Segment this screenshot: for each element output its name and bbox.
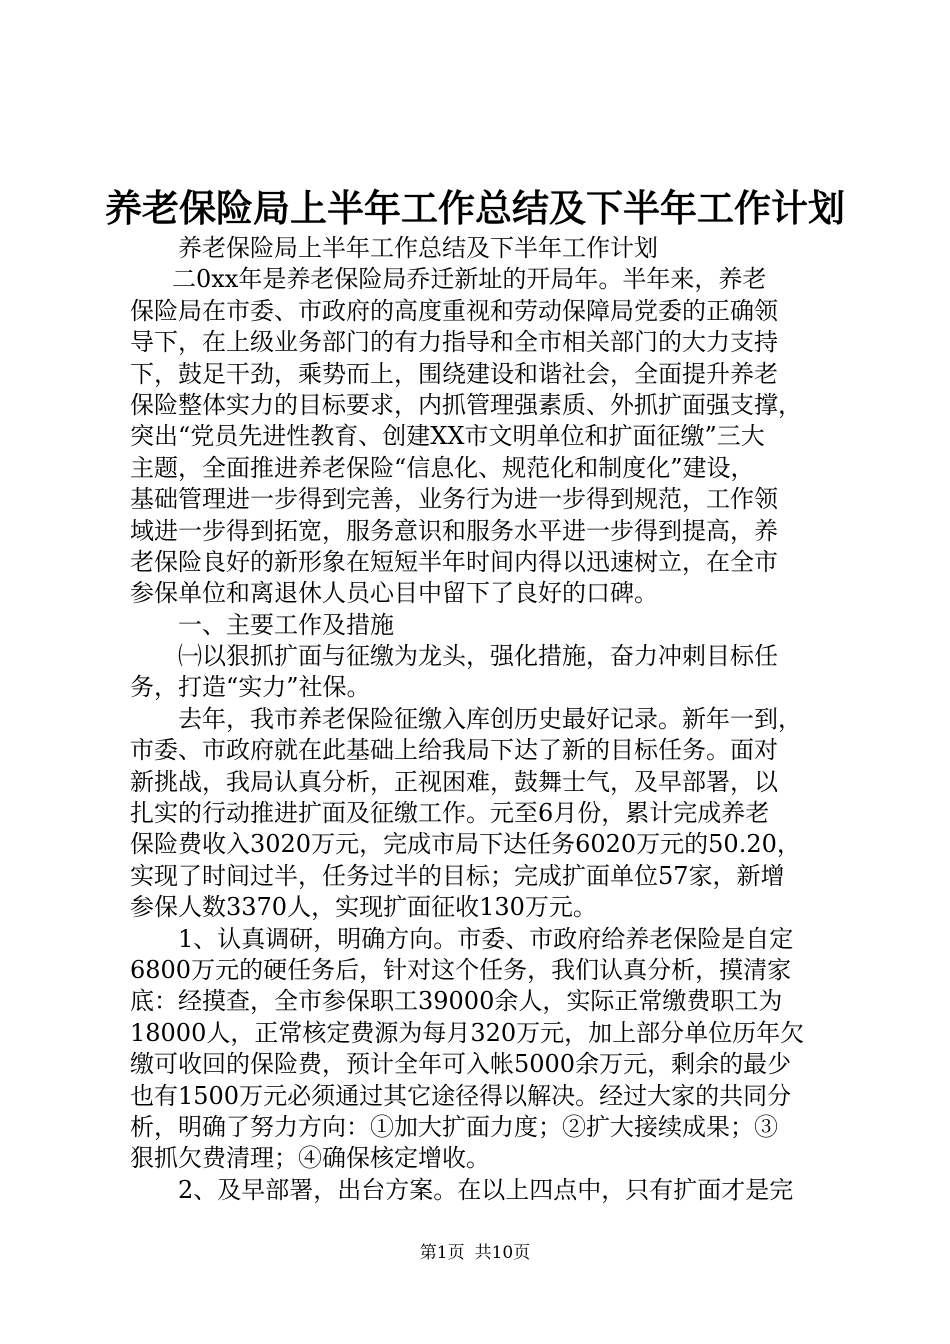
paragraph-line: 实现了时间过半，任务过半的目标；完成扩面单位57家，新增 bbox=[130, 861, 785, 890]
document-title: 养老保险局上半年工作总结及下半年工作计划 bbox=[105, 186, 845, 230]
paragraph-line: 保险整体实力的目标要求，内抓管理强素质、外抓扩面强支撑， bbox=[130, 390, 802, 419]
paragraph-line: 也有1500万元必须通过其它途径得以解决。经过大家的共同分 bbox=[130, 1081, 792, 1110]
paragraph-line: 狠抓欠费清理；④确保核定增收。 bbox=[130, 1144, 490, 1173]
paragraph-line: 主题，全面推进养老保险“信息化、规范化和制度化”建设， bbox=[130, 453, 755, 482]
paragraph-line: 务，打造“实力”社保。 bbox=[130, 673, 371, 702]
paragraph-line: 一、主要工作及措施 bbox=[178, 610, 394, 639]
page-number: 第1页 bbox=[419, 1243, 465, 1263]
document-body bbox=[130, 233, 830, 1206]
paragraph-line: 保险费收入3020万元，完成市局下达任务6020万元的50.20， bbox=[130, 830, 801, 859]
paragraph-line: 域进一步得到拓宽，服务意识和服务水平进一步得到提高，养 bbox=[130, 516, 778, 545]
paragraph-line: 基础管理进一步得到完善，业务行为进一步得到规范，工作领 bbox=[130, 485, 778, 514]
paragraph-line: 市委、市政府就在此基础上给我局下达了新的目标任务。面对 bbox=[130, 736, 778, 765]
paragraph-line: 去年，我市养老保险征缴入库创历史最好记录。新年一到， bbox=[178, 704, 802, 733]
paragraph-line: 养老保险局上半年工作总结及下半年工作计划 bbox=[178, 234, 658, 262]
paragraph-line: 参保单位和离退休人员心目中留下了良好的口碑。 bbox=[130, 579, 658, 608]
paragraph-line: 2、及早部署，出台方案。在以上四点中，只有扩面才是完 bbox=[178, 1175, 794, 1204]
paragraph-line: 保险局在市委、市政府的高度重视和劳动保障局党委的正确领 bbox=[130, 296, 778, 325]
paragraph-line: 突出“党员先进性教育、创建XX市文明单位和扩面征缴”三大 bbox=[130, 422, 765, 451]
paragraph-line: 新挑战，我局认真分析，正视困难，鼓舞士气，及早部署，以 bbox=[130, 767, 778, 796]
paragraph-line: 1、认真调研，明确方向。市委、市政府给养老保险是自定 bbox=[178, 924, 794, 953]
paragraph-line: 扎实的行动推进扩面及征缴工作。元至6月份，累计完成养老 bbox=[130, 799, 770, 828]
paragraph-line: 6800万元的硬任务后，针对这个任务，我们认真分析，摸清家 bbox=[130, 955, 792, 984]
paragraph-line: 二0xx年是养老保险局乔迁新址的开局年。半年来，养老 bbox=[172, 265, 767, 294]
paragraph-line: 18000人，正常核定费源为每月320万元，加上部分单位历年欠 bbox=[130, 1018, 805, 1047]
paragraph-line: 下，鼓足干劲，乘势而上，围绕建设和谐社会，全面提升养老 bbox=[130, 359, 778, 388]
paragraph-line: ㈠以狠抓扩面与征缴为龙头，强化措施，奋力冲刺目标任 bbox=[178, 642, 778, 671]
page-footer bbox=[0, 1241, 950, 1265]
paragraph-line: 缴可收回的保险费，预计全年可入帐5000余万元，剩余的最少 bbox=[130, 1050, 792, 1079]
paragraph-line: 导下，在上级业务部门的有力指导和全市相关部门的大力支持 bbox=[130, 328, 778, 357]
paragraph-line: 析，明确了努力方向：①加大扩面力度；②扩大接续成果；③ bbox=[130, 1112, 778, 1141]
paragraph-line: 老保险良好的新形象在短短半年时间内得以迅速树立，在全市 bbox=[130, 547, 778, 576]
page-total: 共10页 bbox=[474, 1243, 531, 1263]
paragraph-line: 底：经摸查，全市参保职工39000余人，实际正常缴费职工为 bbox=[130, 987, 783, 1016]
paragraph-line: 参保人数3370人，实现扩面征收130万元。 bbox=[130, 893, 597, 922]
